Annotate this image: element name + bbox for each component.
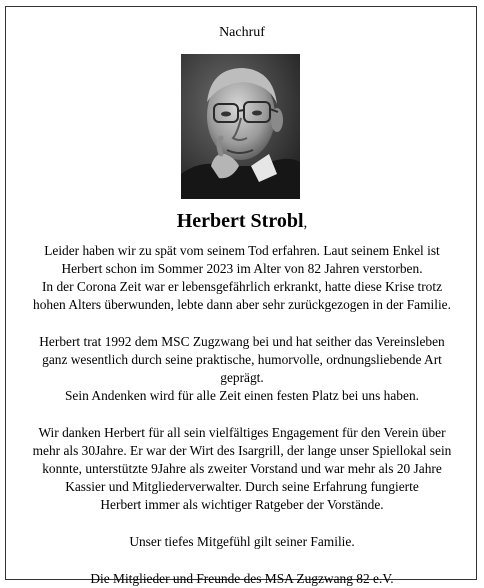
name-suffix: , [303,215,308,231]
portrait-photo [181,54,300,199]
text-line: hohen Alters überwunden, lebte dann aber sehr zurückgezogen in der Familie. [33,297,451,312]
deceased-name [0,210,484,233]
text-line: Wir danken Herbert für all sein vielfältiges Engagement für den Verein über [38,425,446,440]
text-line: konnte, unterstützte 9Jahre als zweiter Vorstand und war mehr als 20 Jahre [42,461,442,476]
text-line: Kassier und Mitgliederverwalter. Durch seine Erfahrung fungierte [65,479,419,494]
text-line: Sein Andenken wird für alle Zeit einen festen Platz bei uns haben. [64,388,419,403]
paragraph-thanks [14,424,470,514]
portrait-image [181,54,300,199]
text-line: geprägt. [220,370,264,385]
obituary-text [14,242,470,588]
text-line: Herbert immer als wichtiger Ratgeber der Vorstände. [100,497,384,512]
page-heading: Nachruf [219,25,265,40]
text-line: ganz wesentlich durch seine praktische, humorvolle, ordnungsliebende Art [42,352,442,367]
text-line: Die Mitglieder und Freunde des MSA Zugzwang 82 e.V. [90,571,394,586]
paragraph-club-membership [14,333,470,405]
name-text: Herbert Strobl [176,210,304,232]
text-line: In der Corona Zeit war er lebensgefährlich erkrankt, hatte diese Krise trotz [41,279,443,294]
paragraph-death-notice [14,242,470,314]
text-line: Leider haben wir zu spät vom seinem Tod erfahren. Laut seinem Enkel ist [44,243,440,258]
text-line: Herbert schon im Sommer 2023 im Alter von 82 Jahren verstorben. [61,261,423,276]
text-line: mehr als 30Jahre. Er war der Wirt des Isargrill, der lange unser Spiellokal sein [32,443,452,458]
text-line: Herbert trat 1992 dem MSC Zugzwang bei und hat seither das Vereinsleben [39,334,445,349]
paragraph-condolences [14,533,470,551]
signature-line [14,570,470,588]
text-line: Unser tiefes Mitgefühl gilt seiner Familie. [129,534,355,549]
